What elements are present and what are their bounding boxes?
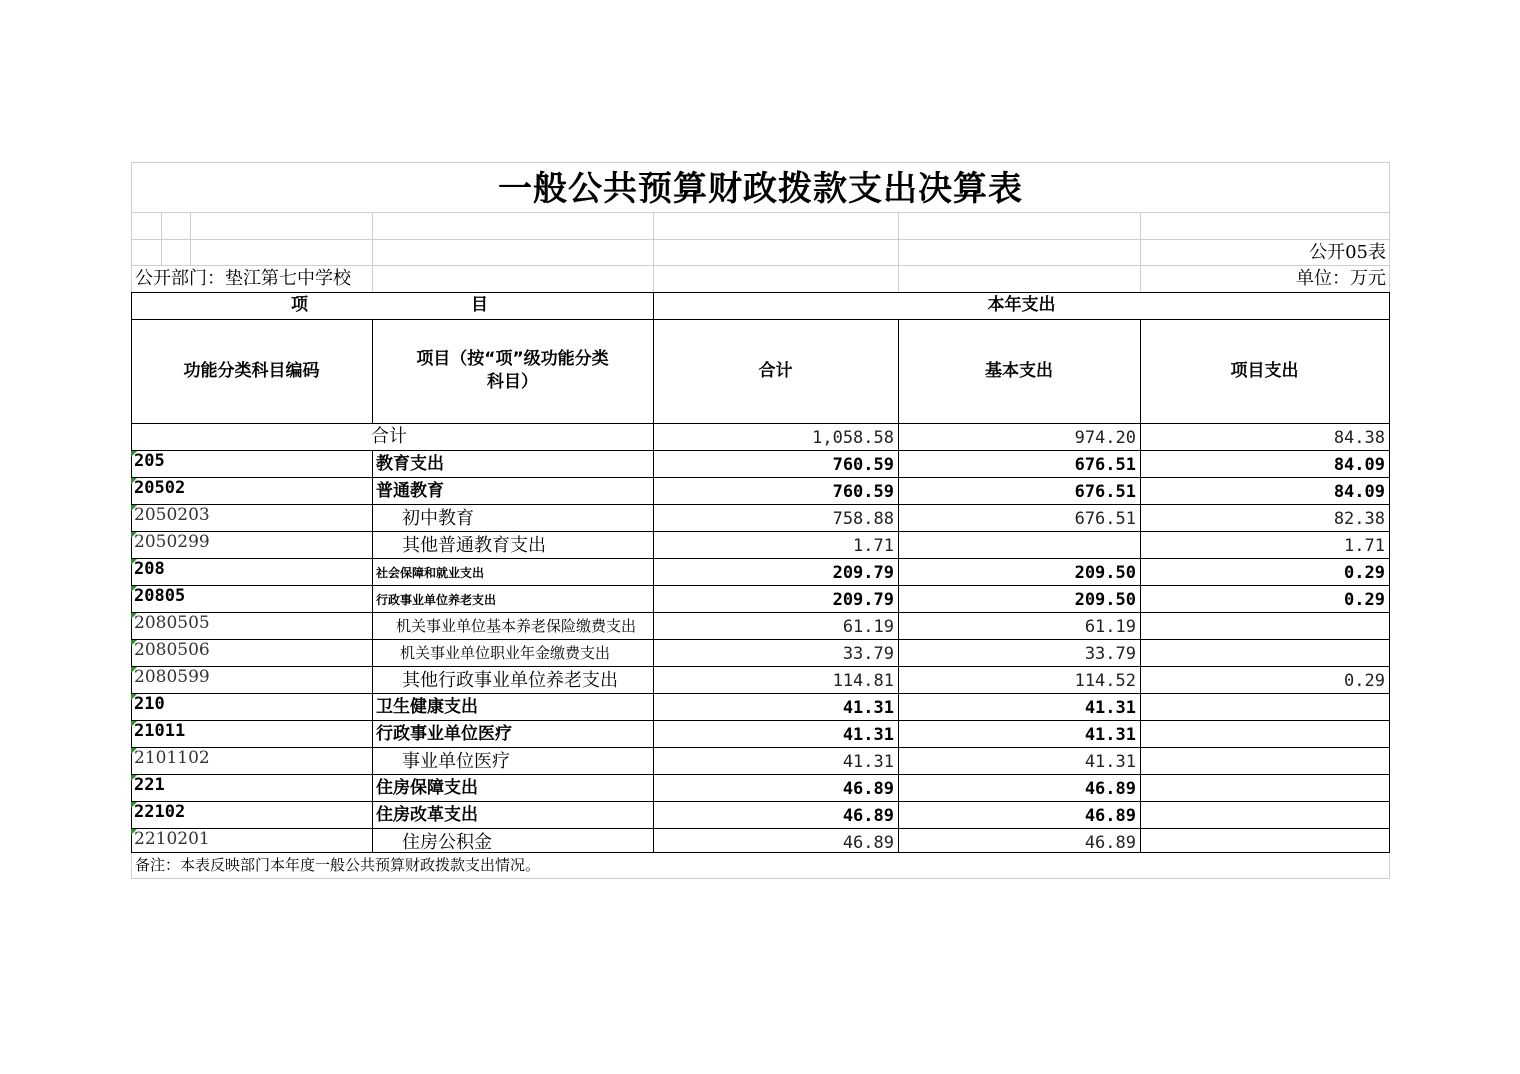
- row-project: 0.29: [1344, 563, 1385, 583]
- row-code: 2080505: [134, 613, 210, 633]
- row-total: 760.59: [832, 482, 894, 502]
- row-basic: 46.89: [1084, 779, 1136, 799]
- row-code: 2050203: [134, 505, 210, 525]
- row-name: 事业单位医疗: [402, 751, 510, 772]
- row-code: 20805: [134, 586, 186, 606]
- row-code: 221: [134, 775, 165, 795]
- header-current-year: 本年支出: [987, 295, 1056, 315]
- row-code: 2101102: [134, 748, 210, 768]
- header-total: 合计: [758, 361, 793, 381]
- row-name: 行政事业单位养老支出: [376, 593, 497, 607]
- header-basic: 基本支出: [985, 361, 1053, 381]
- row-name: 卫生健康支出: [376, 697, 478, 717]
- row-total: 46.89: [842, 806, 894, 826]
- row-code: 210: [134, 694, 165, 714]
- row-name: 机关事业单位基本养老保险缴费支出: [396, 617, 637, 635]
- row-name: 住房公积金: [402, 832, 492, 853]
- row-project: 82.38: [1333, 509, 1385, 529]
- row-name: 其他普通教育支出: [402, 535, 546, 556]
- header-project-b: 目: [471, 295, 488, 315]
- row-total: 41.31: [842, 752, 894, 772]
- row-basic: 46.89: [1084, 833, 1136, 853]
- row-name: 普通教育: [376, 481, 444, 501]
- row-name: 住房改革支出: [376, 805, 478, 825]
- row-basic: 209.50: [1074, 590, 1136, 610]
- total-row-total: 1,058.58: [812, 428, 894, 448]
- row-project: 1.71: [1344, 536, 1385, 556]
- row-name: 行政事业单位医疗: [376, 724, 512, 744]
- row-code: 2080599: [134, 667, 210, 687]
- row-name: 教育支出: [376, 454, 444, 474]
- row-project: 0.29: [1344, 590, 1385, 610]
- row-total: 41.31: [842, 698, 894, 718]
- row-basic: 46.89: [1084, 806, 1136, 826]
- row-name: 社会保障和就业支出: [376, 566, 485, 580]
- row-name: 初中教育: [402, 508, 474, 529]
- header-item-line1: 项目（按“项”级功能分类: [416, 349, 609, 369]
- row-basic: 114.52: [1074, 671, 1136, 691]
- expenditure-sheet: [131, 162, 1390, 879]
- row-code: 205: [134, 451, 165, 471]
- row-code: 2050299: [134, 532, 210, 552]
- row-name: 其他行政事业单位养老支出: [402, 670, 618, 691]
- row-total: 760.59: [832, 455, 894, 475]
- row-basic: 61.19: [1084, 617, 1136, 637]
- header-item-line2: 科目）: [487, 372, 538, 392]
- department-label: 公开部门：垫江第七中学校: [135, 268, 351, 289]
- unit-label: 单位：万元: [1296, 268, 1386, 289]
- total-row-project: 84.38: [1333, 428, 1385, 448]
- row-basic: 676.51: [1074, 509, 1136, 529]
- row-total: 1.71: [853, 536, 894, 556]
- row-total: 114.81: [832, 671, 894, 691]
- form-number: 公开05表: [1309, 242, 1386, 263]
- footnote: 备注：本表反映部门本年度一般公共预算财政拨款支出情况。: [135, 856, 541, 874]
- total-row-basic: 974.20: [1074, 428, 1136, 448]
- row-code: 22102: [134, 802, 186, 822]
- row-code: 208: [134, 559, 165, 579]
- row-total: 33.79: [842, 644, 894, 664]
- row-total: 46.89: [842, 833, 894, 853]
- row-basic: 676.51: [1074, 482, 1136, 502]
- row-basic: 41.31: [1084, 725, 1136, 745]
- row-name: 机关事业单位职业年金缴费支出: [400, 644, 611, 662]
- row-basic: 41.31: [1084, 698, 1136, 718]
- header-project-exp: 项目支出: [1230, 361, 1299, 381]
- row-basic: 676.51: [1074, 455, 1136, 475]
- row-code: 2080506: [134, 640, 210, 660]
- row-total: 61.19: [842, 617, 894, 637]
- row-total: 209.79: [832, 563, 894, 583]
- row-basic: 33.79: [1084, 644, 1136, 664]
- row-project: 84.09: [1333, 455, 1385, 475]
- row-code: 21011: [134, 721, 186, 741]
- row-basic: 41.31: [1084, 752, 1136, 772]
- row-project: 84.09: [1333, 482, 1385, 502]
- row-code: 2210201: [134, 829, 210, 849]
- row-total: 46.89: [842, 779, 894, 799]
- row-project: 0.29: [1344, 671, 1385, 691]
- header-code: 功能分类科目编码: [183, 361, 320, 381]
- row-total: 758.88: [832, 509, 894, 529]
- total-row-label: 合计: [371, 426, 407, 447]
- row-name: 住房保障支出: [376, 778, 478, 798]
- row-code: 20502: [134, 478, 186, 498]
- row-total: 209.79: [832, 590, 894, 610]
- row-total: 41.31: [842, 725, 894, 745]
- page-title: 一般公共预算财政拨款支出决算表: [498, 169, 1023, 209]
- header-project-a: 项: [291, 295, 308, 315]
- row-basic: 209.50: [1074, 563, 1136, 583]
